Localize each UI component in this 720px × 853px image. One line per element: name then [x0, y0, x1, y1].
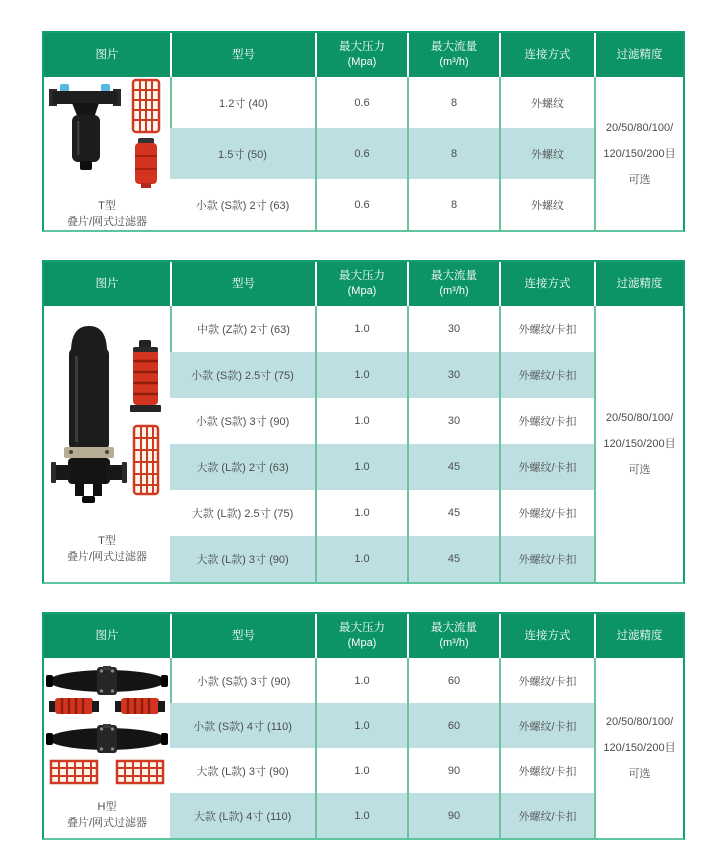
mesh-cartridge-pair-icon [51, 761, 163, 783]
model-cell: 大款 (L款) 3寸 (90) [170, 748, 315, 793]
connection-cell: 外螺纹/卡扣 [499, 748, 594, 793]
pressure-cell: 0.6 [315, 179, 407, 230]
product-photo-cell [44, 306, 170, 582]
product-type-label: T型 [98, 200, 116, 212]
table-row [44, 658, 683, 703]
model-cell: 小款 (S款) 2.5寸 (75) [170, 352, 315, 398]
product-caption [67, 799, 147, 831]
pressure-cell: 1.0 [315, 658, 407, 703]
spec-table-t-small [42, 31, 685, 232]
product-type-label: H型 [97, 800, 117, 813]
col-header-flow: 最大流量 (m³/h) [407, 614, 499, 658]
col-header-precision: 过滤精度 [594, 262, 683, 306]
connection-cell: 外螺纹/卡扣 [499, 352, 594, 398]
col-header-pressure: 最大压力 (Mpa) [315, 262, 407, 306]
col-header-precision: 过滤精度 [594, 33, 683, 77]
pressure-cell: 1.0 [315, 398, 407, 444]
col-header-image: 图片 [44, 262, 170, 306]
col-header-connection: 连接方式 [499, 614, 594, 658]
flow-cell: 90 [407, 748, 499, 793]
flow-cell: 8 [407, 128, 499, 179]
t-type-filter-small-photo [49, 77, 165, 189]
flow-cell: 45 [407, 444, 499, 490]
connection-cell: 外螺纹 [499, 77, 594, 128]
connection-cell: 外螺纹/卡扣 [499, 658, 594, 703]
pressure-cell: 1.0 [315, 536, 407, 582]
precision-cell: 20/50/80/100/ 120/150/200目 可选 [594, 77, 683, 230]
connection-cell: 外螺纹/卡扣 [499, 398, 594, 444]
model-cell: 小款 (S款) 2寸 (63) [170, 179, 315, 230]
connection-cell: 外螺纹 [499, 179, 594, 230]
product-type-label: T型 [98, 534, 116, 547]
product-caption [67, 198, 147, 230]
col-header-flow: 最大流量 (m³/h) [407, 262, 499, 306]
header-row [44, 614, 683, 658]
pressure-cell: 1.0 [315, 703, 407, 748]
connection-cell: 外螺纹/卡扣 [499, 703, 594, 748]
connection-cell: 外螺纹/卡扣 [499, 490, 594, 536]
model-cell: 1.5寸 (50) [170, 128, 315, 179]
pressure-cell: 1.0 [315, 352, 407, 398]
pressure-cell: 0.6 [315, 77, 407, 128]
col-header-pressure: 最大压力 (Mpa) [315, 33, 407, 77]
pressure-cell: 1.0 [315, 306, 407, 352]
connection-cell: 外螺纹/卡扣 [499, 306, 594, 352]
disc-cartridge-pair-icon [49, 698, 165, 714]
pressure-cell: 1.0 [315, 490, 407, 536]
model-cell: 小款 (S款) 4寸 (110) [170, 703, 315, 748]
flow-cell: 30 [407, 306, 499, 352]
col-header-connection: 连接方式 [499, 33, 594, 77]
pressure-cell: 1.0 [315, 793, 407, 838]
mesh-cartridge-icon [134, 426, 158, 494]
model-cell: 1.2寸 (40) [170, 77, 315, 128]
col-header-connection: 连接方式 [499, 262, 594, 306]
pressure-cell: 1.0 [315, 748, 407, 793]
product-photo-cell [44, 77, 170, 230]
product-photo-cell [44, 658, 170, 838]
disc-cartridge-icon [135, 138, 157, 188]
model-cell: 大款 (L款) 4寸 (110) [170, 793, 315, 838]
product-name-label: 叠片/网式过滤器 [66, 216, 148, 228]
col-header-image: 图片 [44, 614, 170, 658]
h-type-filter-photo [46, 666, 168, 790]
connection-cell: 外螺纹 [499, 128, 594, 179]
pressure-cell: 0.6 [315, 128, 407, 179]
t-type-filter-large-photo [51, 324, 163, 524]
spec-table-h-type [42, 612, 685, 840]
flow-cell: 90 [407, 793, 499, 838]
connection-cell: 外螺纹/卡扣 [499, 536, 594, 582]
col-header-model: 型号 [170, 262, 315, 306]
col-header-model: 型号 [170, 33, 315, 77]
col-header-image: 图片 [44, 33, 170, 77]
model-cell: 中款 (Z款) 2寸 (63) [170, 306, 315, 352]
flow-cell: 8 [407, 77, 499, 128]
model-cell: 大款 (L款) 2寸 (63) [170, 444, 315, 490]
precision-cell: 20/50/80/100/ 120/150/200目 可选 [594, 658, 683, 838]
flow-cell: 30 [407, 398, 499, 444]
col-header-flow: 最大流量 (m³/h) [407, 33, 499, 77]
product-caption [67, 533, 147, 565]
col-header-pressure: 最大压力 (Mpa) [315, 614, 407, 658]
product-name-label: 叠片/网式过滤器 [66, 816, 148, 829]
table-row [44, 77, 683, 128]
pressure-cell: 1.0 [315, 444, 407, 490]
flow-cell: 8 [407, 179, 499, 230]
header-row [44, 262, 683, 306]
flow-cell: 30 [407, 352, 499, 398]
precision-cell: 20/50/80/100/ 120/150/200目 可选 [594, 306, 683, 582]
model-cell: 大款 (L款) 3寸 (90) [170, 536, 315, 582]
product-name-label: 叠片/网式过滤器 [66, 550, 148, 563]
flow-cell: 45 [407, 490, 499, 536]
connection-cell: 外螺纹/卡扣 [499, 444, 594, 490]
model-cell: 小款 (S款) 3寸 (90) [170, 658, 315, 703]
flow-cell: 45 [407, 536, 499, 582]
header-row [44, 33, 683, 77]
model-cell: 大款 (L款) 2.5寸 (75) [170, 490, 315, 536]
connection-cell: 外螺纹/卡扣 [499, 793, 594, 838]
col-header-model: 型号 [170, 614, 315, 658]
spec-table-t-large [42, 260, 685, 584]
table-row [44, 306, 683, 352]
flow-cell: 60 [407, 658, 499, 703]
mesh-cartridge-icon [133, 80, 159, 132]
model-cell: 小款 (S款) 3寸 (90) [170, 398, 315, 444]
col-header-precision: 过滤精度 [594, 614, 683, 658]
disc-cartridge-icon [130, 340, 161, 412]
flow-cell: 60 [407, 703, 499, 748]
